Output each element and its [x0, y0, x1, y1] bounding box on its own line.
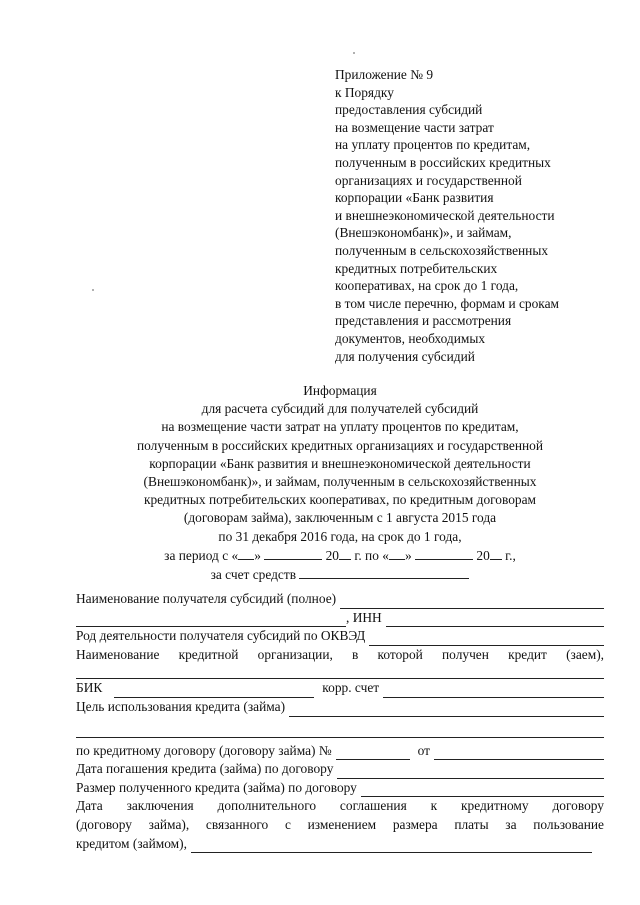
purpose-field[interactable]: [289, 703, 604, 717]
scan-speck: [353, 52, 355, 54]
inn-label: , ИНН: [346, 609, 382, 625]
bank-name-field[interactable]: [76, 664, 604, 679]
title-line: на возмещение части затрат на уплату процентов по кредитам,: [161, 419, 519, 435]
period-quote: »: [254, 547, 261, 563]
period-year-prefix: 20: [325, 547, 339, 563]
annex-line: кредитных потребительских: [335, 260, 498, 276]
funds-source-field[interactable]: [299, 565, 469, 579]
title-line: полученным в российских кредитных организациях и государственной: [136, 437, 544, 453]
purpose-label: Цель использования кредита (займа): [76, 698, 286, 714]
period-year-to-field[interactable]: [490, 546, 502, 560]
document-title-block: [80, 382, 600, 584]
corr-account-field[interactable]: [383, 684, 604, 698]
purpose-continuation-field[interactable]: [76, 717, 604, 738]
annex-line: и внешнеэкономической деятельности: [335, 207, 555, 223]
annex-line: на возмещение части затрат: [335, 119, 494, 135]
bik-row: [76, 679, 604, 698]
annex-line: в том числе перечню, формам и срокам: [335, 295, 560, 311]
document-heading: Информация: [303, 383, 377, 398]
additional-agreement-label: (договору займа), связанного с изменением размера платы за пользование: [76, 816, 604, 832]
period-month-to-field[interactable]: [415, 546, 473, 560]
period-prefix: за период с «: [164, 547, 239, 563]
recipient-form: [76, 590, 604, 853]
repayment-row: [76, 760, 604, 779]
annex-line: организациях и государственной: [335, 172, 522, 188]
corr-account-label: корр. счет: [322, 680, 380, 696]
recipient-name-field[interactable]: [340, 595, 604, 609]
title-line: кредитных потребительских кооперативах, по кредитным договорам: [143, 492, 537, 508]
period-day-to-field[interactable]: [389, 546, 405, 560]
period-quote: »: [404, 547, 412, 563]
annex-line: полученным в российских кредитных: [335, 154, 551, 170]
bik-field[interactable]: [114, 684, 314, 698]
title-line: корпорации «Банк развития и внешнеэкономической деятельности: [149, 455, 531, 471]
annex-line: документов, необходимых: [335, 330, 486, 346]
additional-agreement-label: Дата заключения дополнительного соглашения к кредитному договору: [76, 798, 604, 814]
period-suffix: г.,: [505, 547, 516, 563]
repayment-date-field[interactable]: [337, 765, 604, 779]
contract-number-field[interactable]: [336, 746, 410, 760]
title-line: (договорам займа), заключенным с 1 августа 2015 года: [183, 510, 497, 526]
title-line: по 31 декабря 2016 года, на срок до 1 года,: [218, 528, 462, 544]
annex-line: Приложение № 9: [335, 67, 434, 82]
additional-agreement-label: кредитом (займом),: [76, 835, 187, 851]
annex-line: корпорации «Банк развития: [335, 190, 494, 206]
contract-date-field[interactable]: [434, 746, 604, 760]
loan-amount-field[interactable]: [361, 783, 604, 797]
annex-line: на уплату процентов по кредитам,: [335, 137, 531, 153]
annex-line: представления и рассмотрения: [335, 313, 512, 329]
funds-label: за счет средств: [210, 567, 297, 583]
recipient-name-row: [76, 590, 604, 609]
annex-line: кооперативах, на срок до 1 года,: [335, 278, 519, 294]
scan-speck: [92, 289, 94, 291]
period-month-from-field[interactable]: [264, 546, 322, 560]
contract-number-label: по кредитному договору (договору займа) №: [76, 742, 332, 758]
funds-line: [80, 565, 600, 584]
period-line: [80, 546, 600, 565]
period-mid: г. по «: [354, 547, 389, 563]
okved-field[interactable]: [369, 632, 604, 646]
bank-name-label: Наименование кредитной организации, в которой получен кредит (заем),: [76, 646, 604, 662]
additional-agreement-row: [76, 835, 604, 854]
contract-from-label: от: [417, 742, 430, 758]
inn-field[interactable]: [386, 613, 604, 627]
annex-line: предоставления субсидий: [335, 102, 483, 118]
additional-agreement-field[interactable]: [191, 839, 592, 853]
recipient-name-label: Наименование получателя субсидий (полное): [76, 591, 337, 606]
loan-amount-row: [76, 779, 604, 798]
okved-label: Род деятельности получателя субсидий по ОКВЭД: [76, 628, 366, 644]
loan-amount-label: Размер полученного кредита (займа) по договору: [76, 779, 357, 795]
annex-line: полученным в сельскохозяйственных: [335, 242, 549, 258]
annex-line: для получения субсидий: [335, 348, 475, 364]
period-year-prefix: 20: [476, 547, 490, 563]
repayment-date-label: Дата погашения кредита (займа) по договору: [76, 761, 334, 777]
annex-line: к Порядку: [335, 84, 394, 100]
contract-row: [76, 742, 604, 761]
purpose-row: [76, 698, 604, 717]
bik-label: БИК: [76, 680, 103, 696]
inn-row: [76, 609, 604, 628]
period-year-from-field[interactable]: [339, 546, 351, 560]
title-line: (Внешэкономбанк)», и займам, полученным в сельскохозяйственных: [143, 474, 537, 490]
annex-line: (Внешэкономбанк)», и займам,: [335, 225, 512, 241]
okved-row: [76, 627, 604, 646]
recipient-name-continuation-field[interactable]: [76, 613, 346, 627]
period-day-from-field[interactable]: [238, 546, 254, 560]
title-line: для расчета субсидий для получателей субсидий: [201, 401, 479, 417]
annex-header: [335, 66, 625, 365]
